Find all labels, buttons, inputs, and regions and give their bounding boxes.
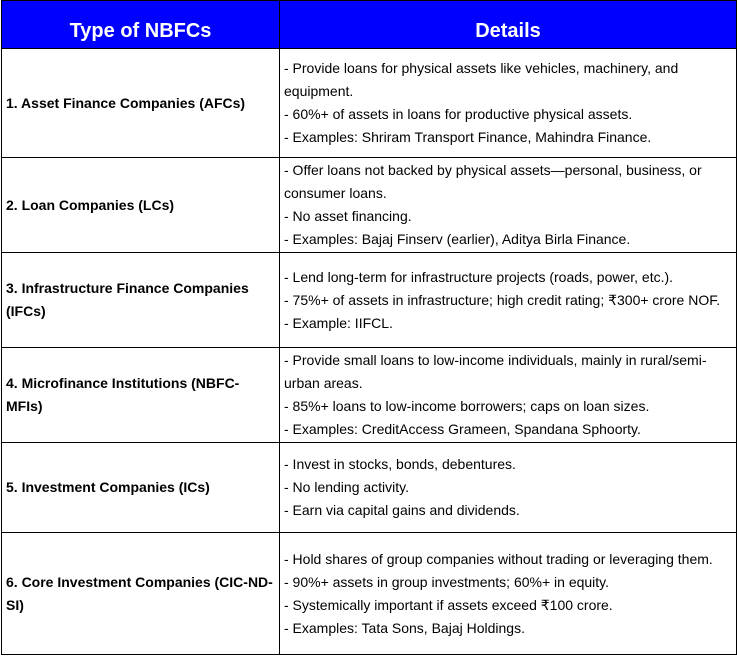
detail-line: - Hold shares of group companies without trading or leveraging them. xyxy=(284,550,713,567)
detail-line: - 75%+ of assets in infrastructure; high credit rating; ₹300+ crore NOF. xyxy=(284,291,721,308)
detail-line: - Earn via capital gains and dividends. xyxy=(284,502,520,518)
detail-line: - 60%+ of assets in loans for productive physical assets. xyxy=(284,106,633,122)
table-row xyxy=(2,253,737,348)
nbfc-type-cell: 2. Loan Companies (LCs) xyxy=(2,158,280,253)
detail-line: - Examples: Bajaj Finserv (earlier), Aditya Birla Finance. xyxy=(284,231,631,247)
nbfc-details-cell xyxy=(280,443,737,533)
nbfc-details-cell xyxy=(280,49,737,158)
table-row xyxy=(2,533,737,655)
header-details: Details xyxy=(280,1,737,49)
nbfc-type-cell: 1. Asset Finance Companies (AFCs) xyxy=(2,49,280,158)
detail-line: - No lending activity. xyxy=(284,479,410,495)
detail-line: - 85%+ loans to low-income borrowers; caps on loan sizes. xyxy=(284,398,650,414)
table-row xyxy=(2,443,737,533)
detail-line: - Examples: Shriram Transport Finance, Mahindra Finance. xyxy=(284,129,652,145)
header-type-of-nbfcs: Type of NBFCs xyxy=(2,1,280,49)
detail-line: - Examples: Tata Sons, Bajaj Holdings. xyxy=(284,619,525,636)
detail-line: - Example: IIFCL. xyxy=(284,314,393,331)
nbfc-details-cell xyxy=(280,158,737,253)
nbfc-details-cell xyxy=(280,253,737,348)
nbfc-type-cell: 5. Investment Companies (ICs) xyxy=(2,443,280,533)
table-row xyxy=(2,158,737,253)
detail-line: - Examples: CreditAccess Grameen, Spandana Sphoorty. xyxy=(284,421,641,437)
nbfc-type-cell: 4. Microfinance Institutions (NBFC-MFIs) xyxy=(2,348,280,443)
nbfc-type-cell: 3. Infrastructure Finance Companies (IFCs) xyxy=(2,253,280,348)
nbfc-types-table xyxy=(1,0,737,655)
detail-line: - Provide loans for physical assets like vehicles, machinery, and equipment. xyxy=(284,60,679,99)
detail-line: - Provide small loans to low-income individuals, mainly in rural/semi-urban areas. xyxy=(284,352,707,391)
detail-line: - Invest in stocks, bonds, debentures. xyxy=(284,456,516,472)
table-row xyxy=(2,348,737,443)
nbfc-details-cell xyxy=(280,348,737,443)
detail-line: - Systemically important if assets exceed ₹100 crore. xyxy=(284,596,613,613)
nbfc-details-cell xyxy=(280,533,737,655)
detail-line: - No asset financing. xyxy=(284,208,412,224)
header-row xyxy=(2,1,737,49)
detail-line: - Offer loans not backed by physical assets—personal, business, or consumer loans. xyxy=(284,162,702,201)
nbfc-type-cell: 6. Core Investment Companies (CIC-ND-SI) xyxy=(2,533,280,655)
table-row xyxy=(2,49,737,158)
detail-line: - 90%+ assets in group investments; 60%+ in equity. xyxy=(284,573,610,590)
detail-line: - Lend long-term for infrastructure projects (roads, power, etc.). xyxy=(284,268,674,285)
